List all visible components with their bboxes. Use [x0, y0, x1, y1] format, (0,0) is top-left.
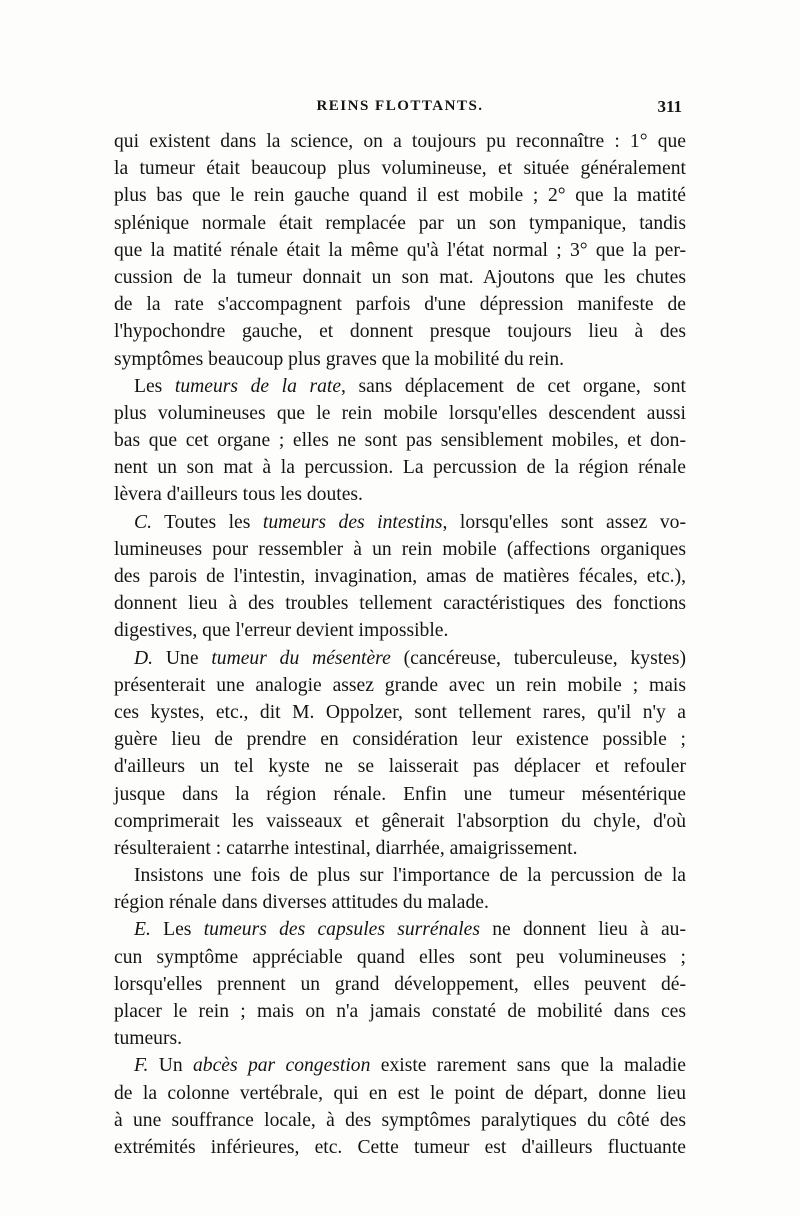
text-run: (cancéreuse, tuberculeuse, kystes)	[390, 647, 686, 669]
italic-text: abcès par congestion	[192, 1055, 371, 1077]
text-run: symptômes beaucoup plus graves que la mobilité du rein.	[114, 348, 565, 370]
text-line	[114, 155, 686, 182]
text-run: d'ailleurs un tel kyste ne se laisserait pas déplacer et refouler	[114, 756, 686, 778]
text-run: jusque dans la région rénale. Enfin une tumeur mésentérique	[114, 783, 686, 805]
text-line	[114, 645, 686, 672]
text-run: de la rate s'accompagnent parfois d'une dépression manifeste de	[114, 294, 686, 316]
text-line	[114, 536, 686, 563]
text-line	[114, 1134, 686, 1161]
text-line	[114, 726, 686, 753]
text-run: guère lieu de prendre en considération leur existence possible ;	[114, 729, 686, 751]
text-run: cussion de la tumeur donnait un son mat. Ajoutons que les chutes	[114, 266, 686, 288]
text-line	[114, 427, 686, 454]
text-run: Toutes les	[151, 511, 263, 533]
text-run: Insistons une fois de plus sur l'importance de la percussion de la	[134, 865, 686, 887]
page-header	[112, 98, 688, 122]
text-line	[114, 753, 686, 780]
text-line	[114, 672, 686, 699]
italic-text: C.	[134, 511, 152, 533]
text-run: Les	[150, 919, 204, 941]
text-line	[114, 590, 686, 617]
text-line	[114, 182, 686, 209]
text-run: , lorsqu'elles sont assez vo-	[442, 511, 686, 533]
text-run: Un	[148, 1055, 193, 1077]
text-run: nent un son mat à la percussion. La percussion de la région rénale	[114, 457, 686, 479]
text-run: Les	[134, 375, 175, 397]
text-line	[114, 889, 686, 916]
text-line	[114, 291, 686, 318]
text-line	[114, 481, 686, 508]
italic-text: tumeur du mésentère	[211, 647, 391, 669]
text-run: lorsqu'elles prennent un grand développement, elles peuvent dé-	[114, 973, 686, 995]
text-line	[114, 210, 686, 237]
text-run: extrémités inférieures, etc. Cette tumeur est d'ailleurs fluctuante	[114, 1136, 686, 1158]
text-run: cun symptôme appréciable quand elles sont peu volumineuses ;	[114, 946, 686, 968]
text-line	[114, 1107, 686, 1134]
text-line	[114, 237, 686, 264]
text-run: la tumeur était beaucoup plus volumineuse, et située généralement	[114, 158, 686, 180]
text-line	[114, 617, 686, 644]
text-line	[114, 835, 686, 862]
text-run: ces kystes, etc., dit M. Oppolzer, sont tellement rares, qu'il n'y a	[114, 701, 686, 723]
body-text	[114, 128, 686, 1161]
text-line	[114, 454, 686, 481]
text-line	[114, 373, 686, 400]
text-line	[114, 264, 686, 291]
text-line	[114, 971, 686, 998]
text-run: existe rarement sans que la maladie	[370, 1055, 686, 1077]
text-run: qui existent dans la science, on a toujours pu reconnaître : 1° que	[114, 131, 686, 152]
text-run: plus bas que le rein gauche quand il est mobile ; 2° que la matité	[114, 185, 686, 207]
text-line	[114, 1052, 686, 1079]
text-line	[114, 699, 686, 726]
text-line	[114, 808, 686, 835]
text-run: présenterait une analogie assez grande avec un rein mobile ; mais	[114, 674, 686, 696]
text-line	[114, 509, 686, 536]
text-line	[114, 862, 686, 889]
text-run: ne donnent lieu à au-	[479, 919, 687, 941]
text-run: bas que cet organe ; elles ne sont pas sensiblement mobiles, et don-	[114, 430, 686, 452]
italic-text: F.	[134, 1055, 149, 1077]
italic-text: tumeurs des capsules surrénales	[203, 919, 480, 941]
text-run: des parois de l'intestin, invagination, amas de matières fécales, etc.),	[114, 566, 686, 587]
running-title: REINS FLOTTANTS.	[316, 98, 484, 114]
text-run: que la matité rénale était la même qu'à l'état normal ; 3° que la per-	[114, 239, 686, 261]
text-run: Une	[153, 647, 212, 669]
text-line	[114, 1025, 686, 1052]
text-line	[114, 400, 686, 427]
text-run: l'hypochondre gauche, et donnent presque toujours lieu à des	[114, 321, 686, 343]
text-run: lèvera d'ailleurs tous les doutes.	[114, 484, 363, 506]
text-run: comprimerait les vaisseaux et gênerait l'absorption du chyle, d'où	[114, 810, 686, 832]
text-line	[114, 128, 686, 155]
text-line	[114, 1080, 686, 1107]
text-line	[114, 916, 686, 943]
text-line	[114, 944, 686, 971]
text-line	[114, 998, 686, 1025]
text-run: , sans déplacement de cet organe, sont	[341, 375, 686, 397]
text-run: lumineuses pour ressembler à un rein mobile (affections organiques	[114, 538, 686, 560]
text-run: placer le rein ; mais on n'a jamais constaté de mobilité dans ces	[114, 1001, 686, 1022]
text-run: splénique normale était remplacée par un son tympanique, tandis	[114, 212, 686, 234]
text-run: donnent lieu à des troubles tellement caractéristiques des fonctions	[114, 593, 686, 615]
text-line	[114, 346, 686, 373]
text-run: résulteraient : catarrhe intestinal, diarrhée, amaigrissement.	[114, 837, 578, 859]
text-line	[114, 563, 686, 590]
italic-text: D.	[134, 647, 154, 669]
text-line	[114, 781, 686, 808]
text-line	[114, 318, 686, 345]
text-run: tumeurs.	[114, 1028, 183, 1050]
text-run: de la colonne vertébrale, qui en est le point de départ, donne lieu	[114, 1082, 686, 1104]
italic-text: E.	[134, 919, 151, 941]
page-number: 311	[657, 97, 682, 116]
text-run: digestives, que l'erreur devient impossible.	[114, 620, 449, 642]
text-run: à une souffrance locale, à des symptômes paralytiques du côté des	[114, 1109, 686, 1131]
text-run: région rénale dans diverses attitudes du malade.	[114, 892, 489, 914]
italic-text: tumeurs des intestins	[262, 511, 443, 533]
italic-text: tumeurs de la rate	[174, 375, 342, 397]
text-run: plus volumineuses que le rein mobile lorsqu'elles descendent aussi	[114, 402, 686, 424]
